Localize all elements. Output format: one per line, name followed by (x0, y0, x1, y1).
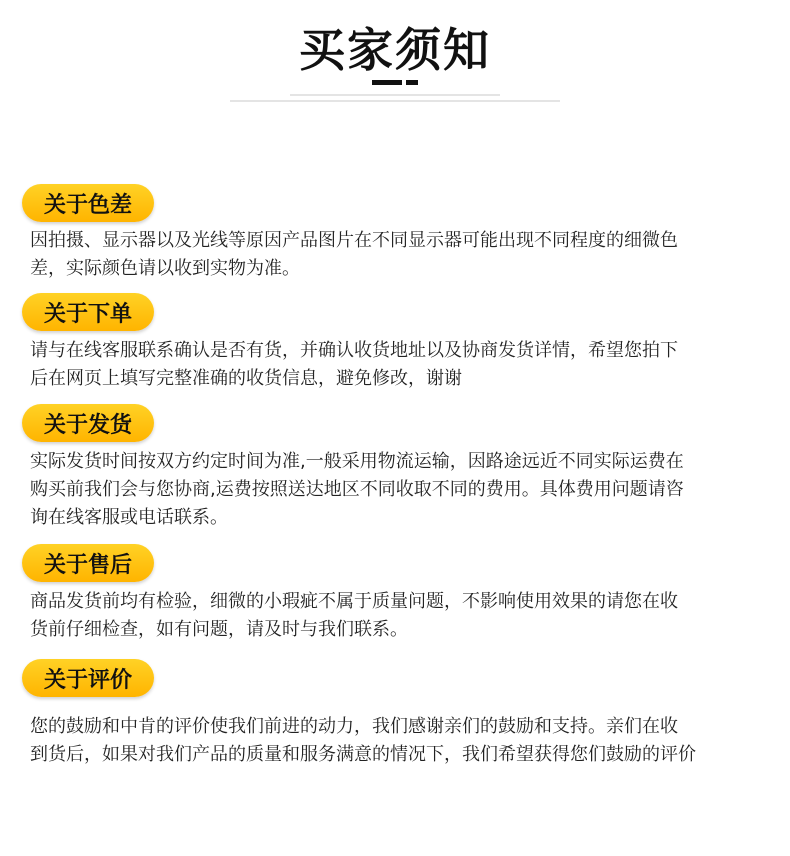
text-line: 请与在线客服联系确认是否有货，并确认收货地址以及协商发货详情，希望您拍下 (30, 340, 678, 361)
text-line: 后在网页上填写完整准确的收货信息，避免修改，谢谢 (30, 368, 462, 389)
section-text (30, 713, 766, 769)
section-heading-badge: 关于发货 (22, 404, 154, 442)
decorative-fine-line (290, 94, 500, 96)
section-heading-badge: 关于评价 (22, 659, 154, 697)
section-heading-badge: 关于色差 (22, 184, 154, 222)
text-line: 到货后，如果对我们产品的质量和服务满意的情况下，我们希望获得您们鼓励的评价 (30, 744, 696, 765)
page-title: 买家须知 (299, 23, 491, 77)
text-line: 实际发货时间按双方约定时间为准,一般采用物流运输，因路途远近不同实际运费在 (30, 451, 684, 472)
text-line: 您的鼓励和中肯的评价使我们前进的动力，我们感谢亲们的鼓励和支持。亲们在收 (30, 716, 678, 737)
section-text (30, 337, 766, 393)
section-text (30, 227, 766, 283)
text-line: 货前仔细检查，如有问题，请及时与我们联系。 (30, 619, 408, 640)
decorative-fine-line (230, 100, 560, 102)
section-heading-badge: 关于下单 (22, 293, 154, 331)
section-text (30, 588, 766, 644)
text-line: 差，实际颜色请以收到实物为准。 (30, 258, 300, 279)
section-text (30, 448, 766, 532)
underline-dash (406, 80, 418, 85)
title-underline (372, 80, 418, 86)
text-line: 询在线客服或电话联系。 (30, 507, 228, 528)
section-heading-badge: 关于售后 (22, 544, 154, 582)
text-line: 因拍摄、显示器以及光线等原因产品图片在不同显示器可能出现不同程度的细微色 (30, 230, 678, 251)
text-line: 商品发货前均有检验，细微的小瑕疵不属于质量问题，不影响使用效果的请您在收 (30, 591, 678, 612)
underline-bar (372, 80, 402, 85)
text-line: 购买前我们会与您协商,运费按照送达地区不同收取不同的费用。具体费用问题请咨 (30, 479, 684, 500)
